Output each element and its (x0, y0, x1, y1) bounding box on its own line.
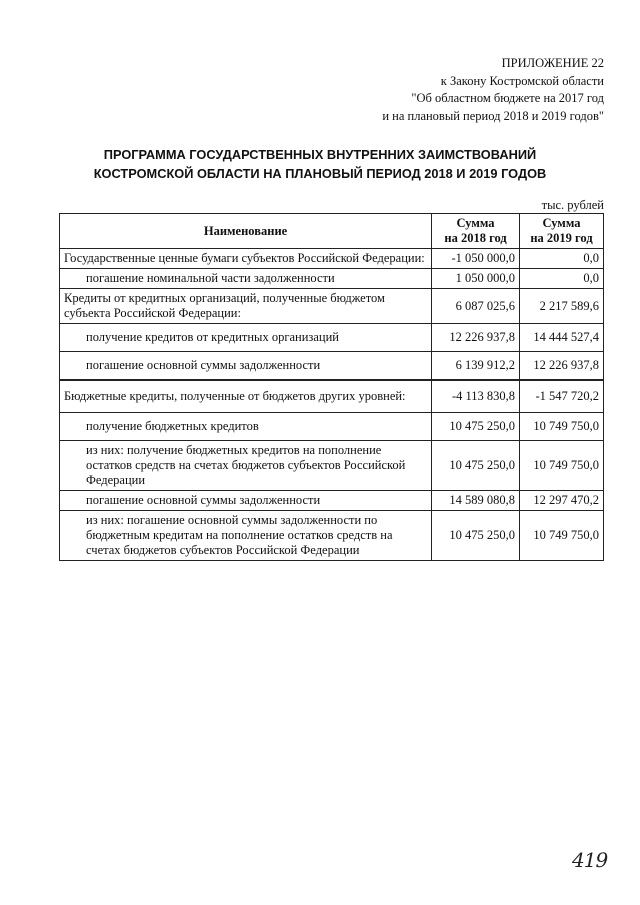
header-sum-2019-line-1: Сумма (542, 216, 581, 230)
header-sum-2018-line-2: на 2018 год (444, 231, 507, 245)
row-name: получение кредитов от кредитных организаций (60, 324, 432, 352)
row-value-2019: 0,0 (520, 269, 604, 289)
appendix-line-1: ПРИЛОЖЕНИЕ 22 (501, 56, 604, 70)
header-sum-2018-line-1: Сумма (456, 216, 495, 230)
table-row (60, 413, 604, 441)
row-value-2019: 10 749 750,0 (520, 413, 604, 441)
row-value-2018: 1 050 000,0 (432, 269, 520, 289)
row-value-2018: 10 475 250,0 (432, 441, 520, 491)
table-row (60, 511, 604, 561)
row-value-2018: 12 226 937,8 (432, 324, 520, 352)
table-row (60, 324, 604, 352)
row-value-2019: 10 749 750,0 (520, 511, 604, 561)
appendix-line-2: к Закону Костромской области (440, 73, 604, 88)
row-value-2019: 2 217 589,6 (520, 289, 604, 324)
row-value-2018: 6 087 025,6 (432, 289, 520, 324)
row-name: погашение номинальной части задолженности (60, 269, 432, 289)
header-sum-2019 (520, 214, 604, 249)
table-header-row (60, 214, 604, 249)
row-name: Государственные ценные бумаги субъектов Российской Федерации: (60, 249, 432, 269)
units-label: тыс. рублей (541, 198, 604, 212)
row-value-2018: 10 475 250,0 (432, 511, 520, 561)
table-row (60, 441, 604, 491)
table-row (60, 352, 604, 381)
row-name: Кредиты от кредитных организаций, полученные бюджетом субъекта Российской Федерации: (60, 289, 432, 324)
table-row (60, 491, 604, 511)
row-value-2018: 10 475 250,0 (432, 413, 520, 441)
table-row (60, 269, 604, 289)
row-value-2019: 14 444 527,4 (520, 324, 604, 352)
borrowing-program-table (59, 213, 604, 561)
title-line-1: ПРОГРАММА ГОСУДАРСТВЕННЫХ ВНУТРЕННИХ ЗАИМСТВОВАНИЙ (103, 147, 537, 162)
row-name: из них: получение бюджетных кредитов на пополнение остатков средств на счетах бюджетов субъектов Российской Федерации (60, 441, 432, 491)
row-value-2018: 6 139 912,2 (432, 352, 520, 381)
row-name: получение бюджетных кредитов (60, 413, 432, 441)
document-title (0, 145, 640, 183)
appendix-line-3: "Об областном бюджете на 2017 год (411, 91, 604, 105)
row-value-2019: 12 297 470,2 (520, 491, 604, 511)
row-value-2018: -4 113 830,8 (432, 380, 520, 413)
table-row (60, 289, 604, 324)
header-sum-2019-line-2: на 2019 год (530, 231, 593, 245)
row-name: погашение основной суммы задолженности (60, 491, 432, 511)
row-value-2018: 14 589 080,8 (432, 491, 520, 511)
row-value-2019: 0,0 (520, 249, 604, 269)
row-value-2018: -1 050 000,0 (432, 249, 520, 269)
row-name: из них: погашение основной суммы задолженности по бюджетным кредитам на пополнение остатков средств на счетах бюджетов субъектов Российской Федерации (60, 511, 432, 561)
title-line-2: КОСТРОМСКОЙ ОБЛАСТИ НА ПЛАНОВЫЙ ПЕРИОД 2018 И 2019 ГОДОВ (93, 166, 547, 181)
row-name: Бюджетные кредиты, полученные от бюджетов других уровней: (60, 380, 432, 413)
header-name: Наименование (60, 214, 432, 249)
table-row (60, 380, 604, 413)
table-row (60, 249, 604, 269)
appendix-line-4: и на плановый период 2018 и 2019 годов" (382, 108, 604, 123)
appendix-header (382, 55, 604, 125)
row-name: погашение основной суммы задолженности (60, 352, 432, 381)
row-value-2019: 12 226 937,8 (520, 352, 604, 381)
row-value-2019: 10 749 750,0 (520, 441, 604, 491)
row-value-2019: -1 547 720,2 (520, 380, 604, 413)
page-number: 419 (572, 848, 608, 872)
header-sum-2018 (432, 214, 520, 249)
